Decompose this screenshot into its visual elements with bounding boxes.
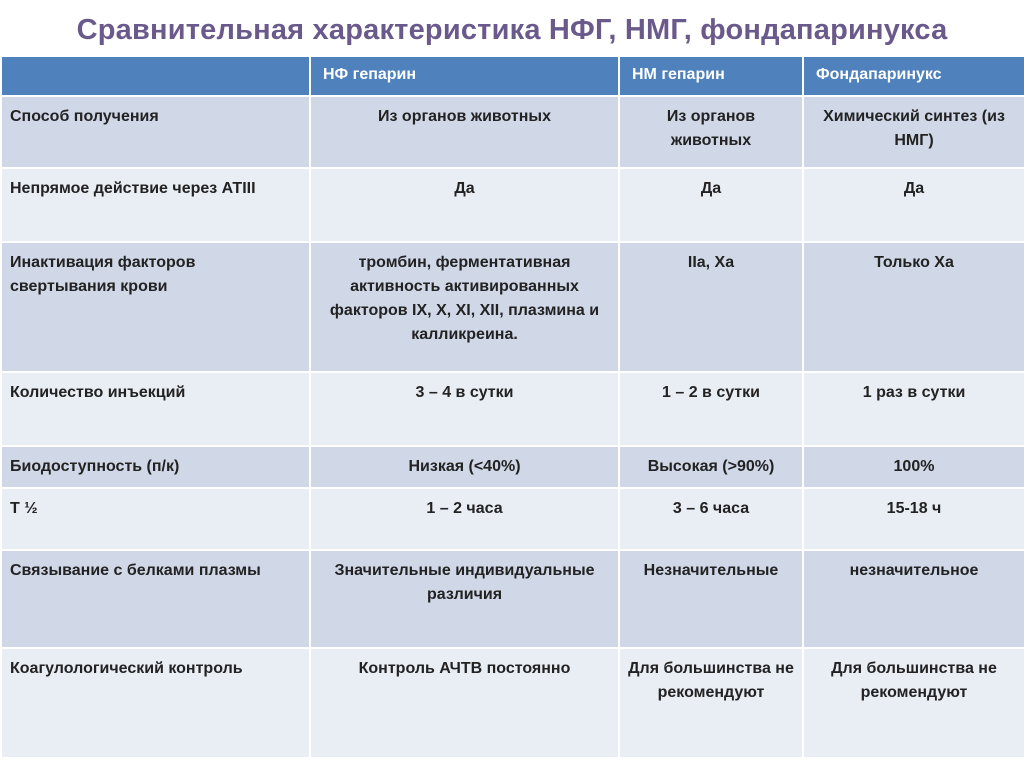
header-corner — [1, 56, 310, 96]
row-label: Количество инъекций — [1, 372, 310, 446]
row-label: Связывание с белками плазмы — [1, 550, 310, 648]
cell-fondaparinux: 15-18 ч — [803, 488, 1024, 550]
cell-ufh: 3 – 4 в сутки — [310, 372, 619, 446]
header-row — [1, 56, 1024, 96]
table-row — [1, 488, 1024, 550]
row-label: Непрямое действие через АТIII — [1, 168, 310, 242]
comparison-table — [0, 55, 1024, 759]
cell-ufh: Низкая (<40%) — [310, 446, 619, 488]
table-row — [1, 550, 1024, 648]
cell-lmwh: Незначительные — [619, 550, 803, 648]
cell-lmwh: Да — [619, 168, 803, 242]
cell-ufh: 1 – 2 часа — [310, 488, 619, 550]
header-fondaparinux: Фондапаринукс — [803, 56, 1024, 96]
row-label: T ½ — [1, 488, 310, 550]
table-row — [1, 372, 1024, 446]
row-label: Способ получения — [1, 96, 310, 168]
cell-fondaparinux: Для большинства не рекомендуют — [803, 648, 1024, 758]
cell-fondaparinux: 1 раз в сутки — [803, 372, 1024, 446]
header-ufh: НФ гепарин — [310, 56, 619, 96]
page-title: Сравнительная характеристика НФГ, НМГ, фондапаринукса — [76, 14, 948, 46]
header-lmwh: НМ гепарин — [619, 56, 803, 96]
table-row — [1, 446, 1024, 488]
cell-fondaparinux: Только Xa — [803, 242, 1024, 372]
cell-ufh: Значительные индивидуальные различия — [310, 550, 619, 648]
table-row — [1, 168, 1024, 242]
table-row — [1, 96, 1024, 168]
cell-fondaparinux: незначительное — [803, 550, 1024, 648]
cell-ufh: тромбин, ферментативная активность активированных факторов IX, X, XI, XII, плазмина и калликреина. — [310, 242, 619, 372]
cell-fondaparinux: Да — [803, 168, 1024, 242]
row-label: Коагулологический контроль — [1, 648, 310, 758]
cell-lmwh: Из органов животных — [619, 96, 803, 168]
row-label: Инактивация факторов свертывания крови — [1, 242, 310, 372]
cell-ufh: Контроль АЧТВ постоянно — [310, 648, 619, 758]
row-label: Биодоступность (п/к) — [1, 446, 310, 488]
cell-lmwh: IIa, Xa — [619, 242, 803, 372]
cell-lmwh: 1 – 2 в сутки — [619, 372, 803, 446]
cell-ufh: Из органов животных — [310, 96, 619, 168]
cell-fondaparinux: Химический синтез (из НМГ) — [803, 96, 1024, 168]
cell-lmwh: Для большинства не рекомендуют — [619, 648, 803, 758]
cell-lmwh: Высокая (>90%) — [619, 446, 803, 488]
cell-fondaparinux: 100% — [803, 446, 1024, 488]
cell-ufh: Да — [310, 168, 619, 242]
table-row — [1, 648, 1024, 758]
cell-lmwh: 3 – 6 часа — [619, 488, 803, 550]
table-row — [1, 242, 1024, 372]
